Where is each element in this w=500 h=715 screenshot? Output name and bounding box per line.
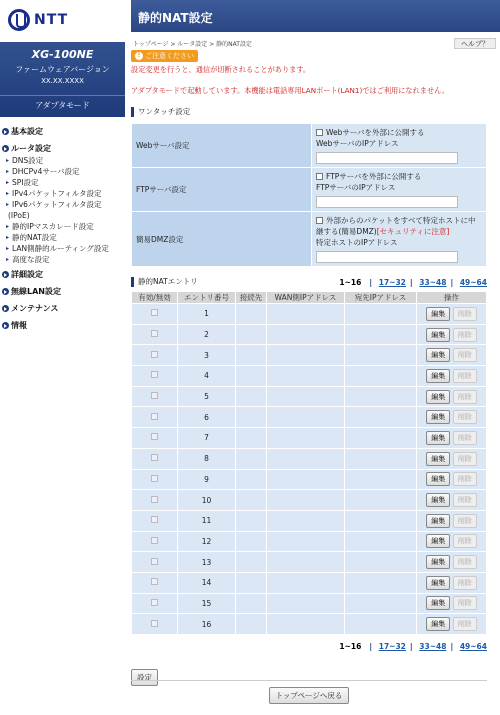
edit-button[interactable]: 編集 [426,328,450,342]
enabled-cell [132,510,178,531]
actions-cell [417,510,487,531]
table-row [132,531,487,552]
table-row [132,552,487,573]
nav-detail[interactable]: 詳細設定 [2,269,125,280]
enabled-cell [132,428,178,449]
ftp-publish-checkbox[interactable] [316,173,323,180]
delete-button[interactable]: 削除 [453,348,477,362]
nav-item-lan-routing[interactable]: ▸ LAN側静的ルーティング設定 [2,243,125,254]
enabled-checkbox[interactable] [151,454,158,461]
enabled-checkbox[interactable] [151,475,158,482]
pager-sep: | [369,278,373,287]
table-row [132,324,487,345]
entry-number: 15 [178,593,236,614]
onetouch-heading: ワンタッチ設定 [131,106,500,117]
wan-ip-cell [267,386,345,407]
pager-sep: | [450,642,454,651]
enabled-checkbox[interactable] [151,433,158,440]
logo-text: NTT [34,12,69,28]
delete-button[interactable]: 削除 [453,514,477,528]
actions-cell [417,386,487,407]
firmware-version: XX.XX.XXXX [41,77,84,85]
enabled-checkbox[interactable] [151,371,158,378]
wan-ip-cell [267,407,345,428]
pager-link-33-48[interactable]: 33~48 [419,278,447,287]
delete-button[interactable]: 削除 [453,410,477,424]
dest-ip-cell [345,304,417,325]
dmz-check-label: 外部からのパケットをすべて特定ホストに中 [326,216,476,225]
edit-button[interactable]: 編集 [426,390,450,404]
wan-ip-cell [267,469,345,490]
enabled-cell [132,469,178,490]
security-warning-link[interactable]: [セキュリティに注意] [376,227,450,236]
wan-ip-cell [267,345,345,366]
actions-cell [417,407,487,428]
wan-ip-cell [267,531,345,552]
edit-button[interactable]: 編集 [426,534,450,548]
nav-item-dhcpv4[interactable]: ▸ DHCPv4サーバ設定 [2,166,125,177]
entry-number: 10 [178,490,236,511]
enabled-checkbox[interactable] [151,392,158,399]
enabled-checkbox[interactable] [151,496,158,503]
notice-line-2: アダプタモードで起動しています。本機能は電話専用LANポート(LAN1)ではご利用になれません。 [131,86,449,95]
onetouch-table [131,123,487,267]
actions-cell [417,490,487,511]
pager-sep: | [409,642,413,651]
connection-cell [236,345,267,366]
ftp-server-controls [312,168,487,212]
wan-ip-cell [267,428,345,449]
dest-ip-cell [345,428,417,449]
entry-number: 11 [178,510,236,531]
enabled-cell [132,304,178,325]
delete-button[interactable]: 削除 [453,555,477,569]
device-model: XG-100NE [31,48,94,61]
arrow-bullet-icon [2,271,9,278]
entry-number: 16 [178,614,236,635]
back-to-top-button[interactable]: トップページへ戻る [269,687,350,704]
actions-cell [417,552,487,573]
wan-ip-cell [267,510,345,531]
enabled-checkbox[interactable] [151,578,158,585]
web-server-label: Webサーバ設定 [132,124,312,168]
actions-cell [417,531,487,552]
enabled-cell [132,324,178,345]
actions-cell [417,593,487,614]
pager-sep: | [369,642,373,651]
connection-cell [236,531,267,552]
col-enabled: 有効/無効 [132,292,178,304]
nav-item-dns[interactable]: ▸ DNS設定 [2,155,125,166]
sidebar-nav [0,117,125,331]
wan-ip-cell [267,324,345,345]
enabled-cell [132,407,178,428]
connection-cell [236,407,267,428]
dmz-ip-input[interactable] [316,251,458,263]
pager-bottom [131,642,487,651]
dest-ip-cell [345,490,417,511]
dmz-check-label-2: 継する(簡易DMZ) [316,227,377,236]
exclamation-icon: ! [135,52,143,60]
nav-basic[interactable]: 基本設定 [2,126,125,137]
table-row [132,407,487,428]
delete-button[interactable]: 削除 [453,596,477,610]
pager-link-33-48[interactable]: 33~48 [419,642,447,651]
actions-cell [417,324,487,345]
table-row [132,490,487,511]
edit-button[interactable]: 編集 [426,493,450,507]
firmware-label: ファームウェアバージョン [15,65,110,74]
col-actions: 操作 [417,292,487,304]
connection-cell [236,552,267,573]
nav-router[interactable]: ルータ設定 [2,143,125,154]
web-publish-checkbox[interactable] [316,129,323,136]
delete-button[interactable]: 削除 [453,534,477,548]
nav-wireless[interactable]: 無線LAN設定 [2,286,125,297]
delete-button[interactable]: 削除 [453,431,477,445]
edit-button[interactable]: 編集 [426,514,450,528]
arrow-bullet-icon [2,128,9,135]
edit-button[interactable]: 編集 [426,596,450,610]
enabled-cell [132,345,178,366]
connection-cell [236,366,267,387]
nat-entry-rows [132,304,487,635]
help-button[interactable]: ヘルプ？ [454,38,496,49]
set-button[interactable]: 設定 [131,669,158,686]
notice-line-1: 設定変更を行うと、通信が切断されることがあります。 [131,65,311,74]
table-row [132,448,487,469]
dest-ip-cell [345,469,417,490]
table-row [132,469,487,490]
page-title: 静的NAT設定 [131,0,500,32]
dmz-checkbox[interactable] [316,217,323,224]
wan-ip-cell [267,572,345,593]
table-row [132,366,487,387]
notice-tag: ! ご注意ください [131,50,198,62]
actions-cell [417,469,487,490]
sidebar [0,0,125,715]
enabled-checkbox[interactable] [151,599,158,606]
dest-ip-cell [345,510,417,531]
col-connection: 接続先 [236,292,267,304]
actions-cell [417,448,487,469]
table-row [132,304,487,325]
nav-item-spi[interactable]: ▸ SPI設定 [2,177,125,188]
wan-ip-cell [267,552,345,573]
wan-ip-cell [267,366,345,387]
connection-cell [236,593,267,614]
pager-sep: | [450,278,454,287]
entry-number: 9 [178,469,236,490]
connection-cell [236,304,267,325]
connection-cell [236,428,267,449]
enabled-cell [132,593,178,614]
dmz-ip-label: 特定ホストのIPアドレス [316,238,398,247]
pager-link-49-64[interactable]: 49~64 [459,278,487,287]
connection-cell [236,614,267,635]
enabled-cell [132,386,178,407]
col-entry-number: エントリ番号 [178,292,236,304]
nav-item-ipv4-filter[interactable]: ▸ IPv4パケットフィルタ設定 [2,188,125,199]
web-server-controls [312,124,487,168]
ftp-publish-label: FTPサーバを外部に公開する [326,172,422,181]
enabled-cell [132,531,178,552]
enabled-checkbox[interactable] [151,537,158,544]
nav-maintenance[interactable]: メンテナンス [2,303,125,314]
footer [131,680,487,704]
entry-number: 8 [178,448,236,469]
nav-item-ipv6-filter[interactable]: ▸ IPv6パケットフィルタ設定 [2,199,125,210]
ftp-ip-input[interactable] [316,196,458,208]
entry-number: 6 [178,407,236,428]
edit-button[interactable]: 編集 [426,410,450,424]
dest-ip-cell [345,614,417,635]
table-row [132,386,487,407]
breadcrumb[interactable]: トップページ > ルータ設定 > 静的NAT設定 [133,40,252,48]
entry-number: 5 [178,386,236,407]
dest-ip-cell [345,531,417,552]
dest-ip-cell [345,552,417,573]
entry-number: 13 [178,552,236,573]
entry-number: 4 [178,366,236,387]
nav-item-advanced[interactable]: ▸ 高度な設定 [2,254,125,265]
enabled-cell [132,614,178,635]
arrow-bullet-icon [2,288,9,295]
entries-heading: 静的NATエントリ [131,276,198,287]
enabled-cell [132,552,178,573]
actions-cell [417,304,487,325]
table-row [132,345,487,366]
heading-bar [131,107,134,117]
pager-link-17-32[interactable]: 17~32 [378,278,406,287]
wan-ip-cell [267,448,345,469]
wan-ip-cell [267,304,345,325]
connection-cell [236,572,267,593]
ftp-server-label: FTPサーバ設定 [132,168,312,212]
ntt-logo [0,0,125,40]
arrow-bullet-icon [2,305,9,312]
delete-button[interactable]: 削除 [453,472,477,486]
mode-label: アダプタモード [0,95,125,115]
dest-ip-cell [345,572,417,593]
heading-bar [131,277,134,287]
nav-item-static-nat[interactable]: ▸ 静的NAT設定 [2,232,125,243]
edit-button[interactable]: 編集 [426,307,450,321]
dest-ip-cell [345,593,417,614]
dest-ip-cell [345,366,417,387]
nat-entry-table [131,291,487,635]
col-wan-ip: WAN側IPアドレス [267,292,345,304]
dest-ip-cell [345,345,417,366]
entry-number: 1 [178,304,236,325]
dest-ip-cell [345,407,417,428]
entry-number: 2 [178,324,236,345]
delete-button[interactable]: 削除 [453,328,477,342]
web-ip-label: WebサーバのIPアドレス [316,139,399,148]
connection-cell [236,324,267,345]
actions-cell [417,572,487,593]
delete-button[interactable]: 削除 [453,307,477,321]
dest-ip-cell [345,386,417,407]
dest-ip-cell [345,448,417,469]
device-panel [0,42,125,117]
breadcrumb-bar [131,37,500,49]
ntt-logo-icon [8,9,30,31]
wan-ip-cell [267,490,345,511]
table-row [132,593,487,614]
table-row [132,510,487,531]
wan-ip-cell [267,593,345,614]
nav-item-ipv6-filter-suffix[interactable]: (IPoE) [8,211,30,220]
connection-cell [236,386,267,407]
web-publish-label: Webサーバを外部に公開する [326,128,425,137]
dmz-controls [312,212,487,267]
main-content [131,0,500,715]
table-row [132,572,487,593]
enabled-cell [132,572,178,593]
ftp-ip-label: FTPサーバのIPアドレス [316,183,396,192]
edit-button[interactable]: 編集 [426,348,450,362]
connection-cell [236,448,267,469]
nav-item-static-masquerade[interactable]: ▸ 静的IPマスカレード設定 [2,221,125,232]
actions-cell [417,345,487,366]
edit-button[interactable]: 編集 [426,369,450,383]
enabled-checkbox[interactable] [151,309,158,316]
delete-button[interactable]: 削除 [453,452,477,466]
arrow-bullet-icon [2,145,9,152]
entry-number: 3 [178,345,236,366]
pager-link-17-32[interactable]: 17~32 [378,642,406,651]
enabled-checkbox[interactable] [151,413,158,420]
entry-number: 14 [178,572,236,593]
delete-button[interactable]: 削除 [453,369,477,383]
actions-cell [417,366,487,387]
wan-ip-cell [267,614,345,635]
web-ip-input[interactable] [316,152,458,164]
enabled-cell [132,366,178,387]
edit-button[interactable]: 編集 [426,431,450,445]
table-row [132,428,487,449]
connection-cell [236,510,267,531]
edit-button[interactable]: 編集 [426,555,450,569]
delete-button[interactable]: 削除 [453,493,477,507]
enabled-checkbox[interactable] [151,516,158,523]
enabled-checkbox[interactable] [151,558,158,565]
entry-number: 12 [178,531,236,552]
connection-cell [236,490,267,511]
enabled-checkbox[interactable] [151,351,158,358]
enabled-cell [132,490,178,511]
connection-cell [236,469,267,490]
entry-number: 7 [178,428,236,449]
arrow-bullet-icon [2,322,9,329]
pager-current: 1~16 [339,278,362,287]
delete-button[interactable]: 削除 [453,390,477,404]
edit-button[interactable]: 編集 [426,472,450,486]
enabled-checkbox[interactable] [151,620,158,627]
dmz-label: 簡易DMZ設定 [132,212,312,267]
pager-sep: | [409,278,413,287]
entry-header [131,276,487,287]
enabled-cell [132,448,178,469]
pager-link-49-64[interactable]: 49~64 [459,642,487,651]
delete-button[interactable]: 削除 [453,617,477,631]
actions-cell [417,614,487,635]
dest-ip-cell [345,324,417,345]
actions-cell [417,428,487,449]
edit-button[interactable]: 編集 [426,576,450,590]
enabled-checkbox[interactable] [151,330,158,337]
delete-button[interactable]: 削除 [453,576,477,590]
edit-button[interactable]: 編集 [426,452,450,466]
pager-current: 1~16 [339,642,362,651]
table-row [132,614,487,635]
nav-info[interactable]: 情報 [2,320,125,331]
col-dest-ip: 宛先IPアドレス [345,292,417,304]
edit-button[interactable]: 編集 [426,617,450,631]
pager-top [339,278,487,287]
